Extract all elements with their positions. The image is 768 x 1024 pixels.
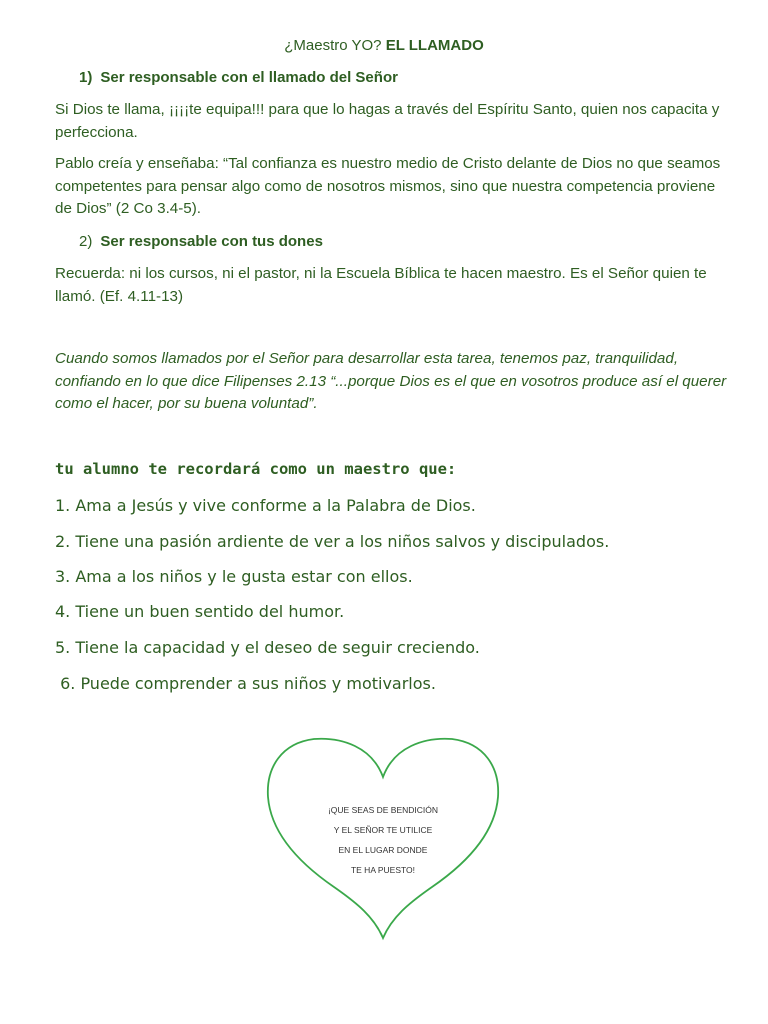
section1-paragraph-1: Si Dios te llama, ¡¡¡¡te equipa!!! para que lo hagas a través del Espíritu Santo, quien nos capacita y perfecciona. bbox=[55, 101, 720, 141]
list-item: 6. Puede comprender a sus niños y motivarlos. bbox=[55, 674, 436, 693]
list-item: 5. Tiene la capacidad y el deseo de seguir creciendo. bbox=[55, 638, 480, 657]
section2-paragraph: Recuerda: ni los cursos, ni el pastor, ni la Escuela Bíblica te hacen maestro. Es el Señor quien te llamó. (Ef. 4.11-13) bbox=[55, 265, 707, 305]
section1-heading-text: Ser responsable con el llamado del Señor bbox=[100, 69, 398, 86]
heart-line: ¡QUE SEAS DE BENDICIÓN bbox=[327, 805, 439, 815]
title-prefix: ¿Maestro YO? bbox=[284, 37, 382, 54]
document-title bbox=[0, 37, 768, 54]
list-item: 1. Ama a Jesús y vive conforme a la Palabra de Dios. bbox=[55, 496, 476, 515]
list-item: 3. Ama a los niños y le gusta estar con ellos. bbox=[55, 567, 413, 586]
heart-line: EN EL LUGAR DONDE bbox=[338, 845, 428, 855]
alumno-title: tu alumno te recordará como un maestro que: bbox=[55, 460, 457, 478]
section1-number: 1) bbox=[79, 69, 93, 86]
heart-message bbox=[262, 800, 504, 880]
heart-graphic bbox=[262, 735, 504, 945]
list-item: 4. Tiene un buen sentido del humor. bbox=[55, 602, 345, 621]
section2-number: 2) bbox=[79, 233, 93, 250]
heart-line: Y EL SEÑOR TE UTILICE bbox=[333, 825, 433, 835]
quote-paragraph: Cuando somos llamados por el Señor para desarrollar esta tarea, tenemos paz, tranquilidad, confiando en lo que dice Filipenses 2.13 “...porque Dios es el que en vosotros produce así el querer como el hacer, por su buena voluntad”. bbox=[55, 350, 727, 412]
list-item: 2. Tiene una pasión ardiente de ver a los niños salvos y discipulados. bbox=[55, 532, 610, 551]
title-main: EL LLAMADO bbox=[385, 37, 484, 54]
heart-line: TE HA PUESTO! bbox=[350, 865, 416, 875]
section1-paragraph-2: Pablo creía y enseñaba: “Tal confianza es nuestro medio de Cristo delante de Dios no que seamos competentes para pensar algo como de nosotros mismos, sino que nuestra competencia proviene de Dios” (2 Co 3.4-5). bbox=[55, 155, 721, 217]
section1-heading bbox=[79, 69, 398, 86]
section2-heading-text: Ser responsable con tus dones bbox=[100, 233, 323, 250]
section2-heading bbox=[79, 233, 323, 250]
